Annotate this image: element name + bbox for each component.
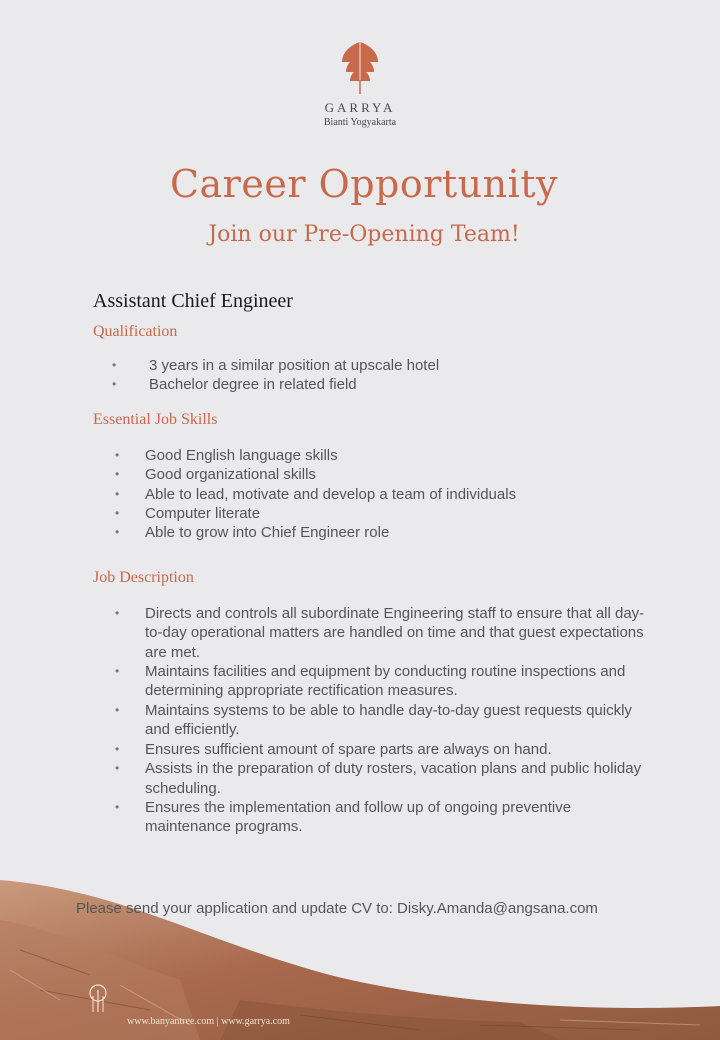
qualification-heading: Qualification [93, 323, 178, 340]
description-heading: Job Description [93, 568, 194, 586]
list-item: • Directs and controls all subordinate Engineering staff to ensure that all day-to-day operational matters are handled on time and that guest expectations are met. [115, 604, 645, 661]
skills-list [93, 446, 653, 543]
list-item: • Maintains facilities and equipment by conducting routine inspections and determining appropriate rectification measures. [115, 663, 626, 700]
page-subtitle: Join our Pre-Opening Team! [208, 222, 520, 247]
list-item: • Assists in the preparation of duty rosters, vacation plans and public holiday scheduling. [115, 760, 642, 797]
list-item: • Able to grow into Chief Engineer role [115, 524, 390, 542]
job-posting [93, 290, 653, 837]
application-instructions: Please send your application and update CV to: Disky.Amanda@angsana.com [76, 900, 598, 917]
list-item: • Maintains systems to be able to handle day-to-day guest requests quickly and efficiently. [115, 701, 632, 739]
job-title: Assistant Chief Engineer [93, 290, 293, 312]
skills-heading: Essential Job Skills [93, 410, 218, 428]
list-item: • Good English language skills [115, 446, 338, 464]
list-item: • 3 years in a similar position at upscale hotel [112, 357, 440, 374]
qualification-list [93, 356, 653, 395]
banyan-tree-icon [86, 984, 110, 1014]
page-title: Career Opportunity [169, 162, 559, 206]
list-item: • Computer literate [115, 505, 261, 523]
list-item: • Able to lead, motivate and develop a team of individuals [115, 485, 517, 503]
garrya-logo [0, 40, 720, 128]
description-list [93, 604, 653, 837]
brand-location: Bianti Yogyakarta [323, 117, 397, 128]
brand-name: GARRYA [324, 100, 396, 115]
website-links[interactable]: www.banyantree.com | www.garrya.com [127, 1016, 290, 1027]
list-item: • Bachelor degree in related field [112, 376, 357, 394]
list-item: • Good organizational skills [115, 466, 316, 484]
list-item: • Ensures sufficient amount of spare parts are always on hand. [115, 740, 552, 758]
list-item: • Ensures the implementation and follow up of ongoing preventive maintenance programs. [115, 798, 572, 836]
lotus-leaf-icon [340, 40, 380, 96]
